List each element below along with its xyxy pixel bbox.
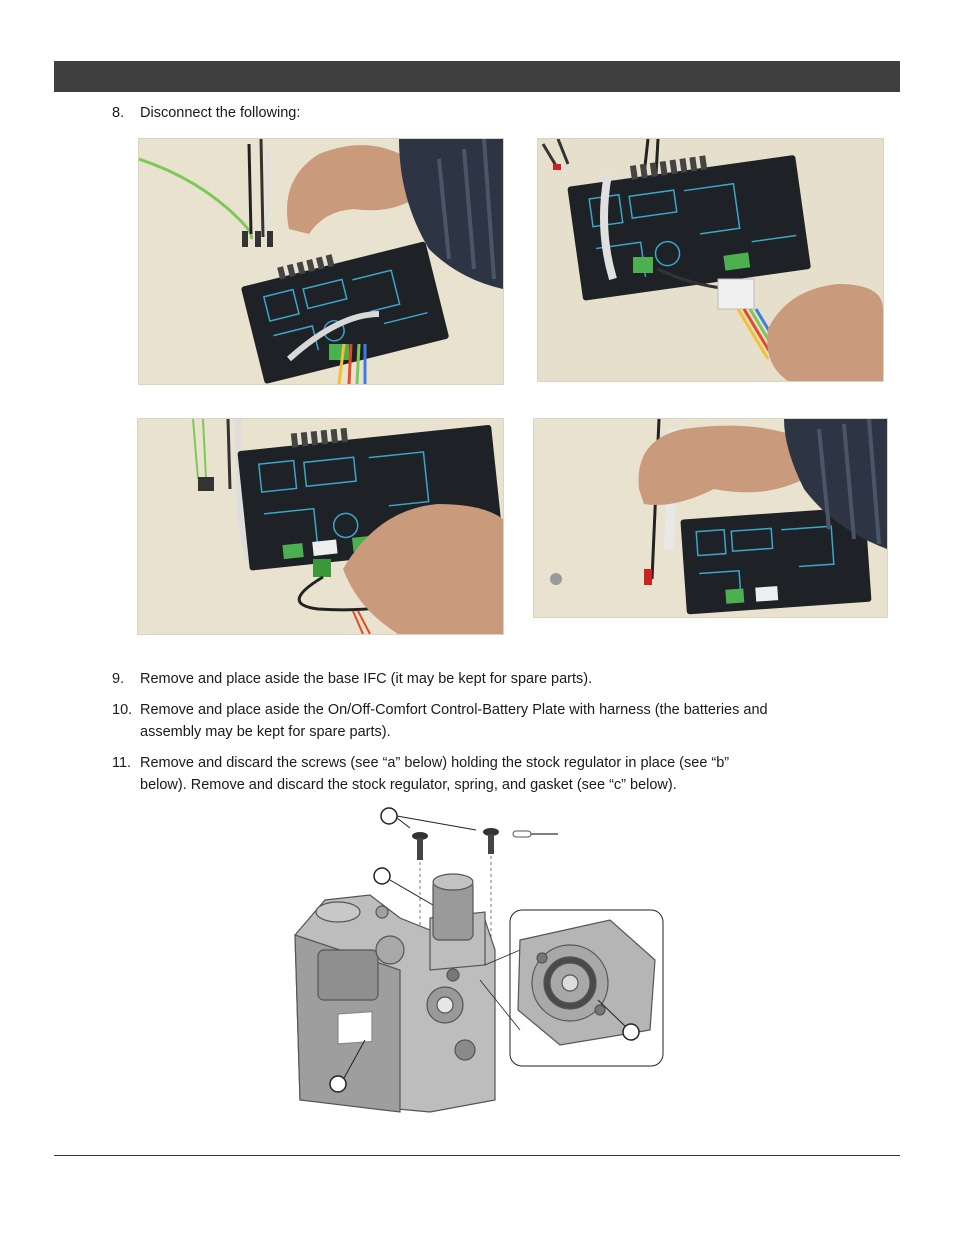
photo-disconnect-1 (138, 138, 504, 385)
step-text-line-1: Remove and discard the screws (see “a” below) holding the stock regulator in place (see “b” (140, 755, 730, 771)
step-9 (112, 668, 872, 690)
callout-circle-b (374, 868, 390, 884)
callout-circle-c (623, 1024, 639, 1040)
step-number: 9. (112, 671, 125, 687)
screw-icon (412, 832, 428, 860)
valve-regulator-diagram (280, 800, 680, 1120)
header-bar (54, 61, 900, 92)
photo-disconnect-3 (137, 418, 504, 635)
step-text-line-1: Remove and place aside the On/Off-Comfort Control-Battery Plate with harness (the batteries and (140, 702, 768, 718)
photo-disconnect-4 (533, 418, 888, 618)
step-number: 8. (112, 105, 125, 121)
step-10 (112, 699, 892, 743)
photo-disconnect-2 (537, 138, 884, 382)
callout-circle (330, 1076, 346, 1092)
step-text-line-2: assembly may be kept for spare parts). (140, 724, 391, 740)
step-number: 10. (112, 702, 133, 718)
screwdriver-icon (513, 831, 558, 837)
step-8 (112, 102, 812, 124)
step-text-line-2: below). Remove and discard the stock regulator, spring, and gasket (see “c” below). (140, 777, 677, 793)
step-number: 11. (112, 755, 132, 771)
step-11 (112, 752, 892, 796)
step-text: Disconnect the following: (140, 105, 301, 121)
footer-rule (54, 1155, 900, 1156)
screw-icon (483, 828, 499, 854)
callout-circle-a (381, 808, 397, 824)
step-text: Remove and place aside the base IFC (it may be kept for spare parts). (140, 671, 593, 687)
